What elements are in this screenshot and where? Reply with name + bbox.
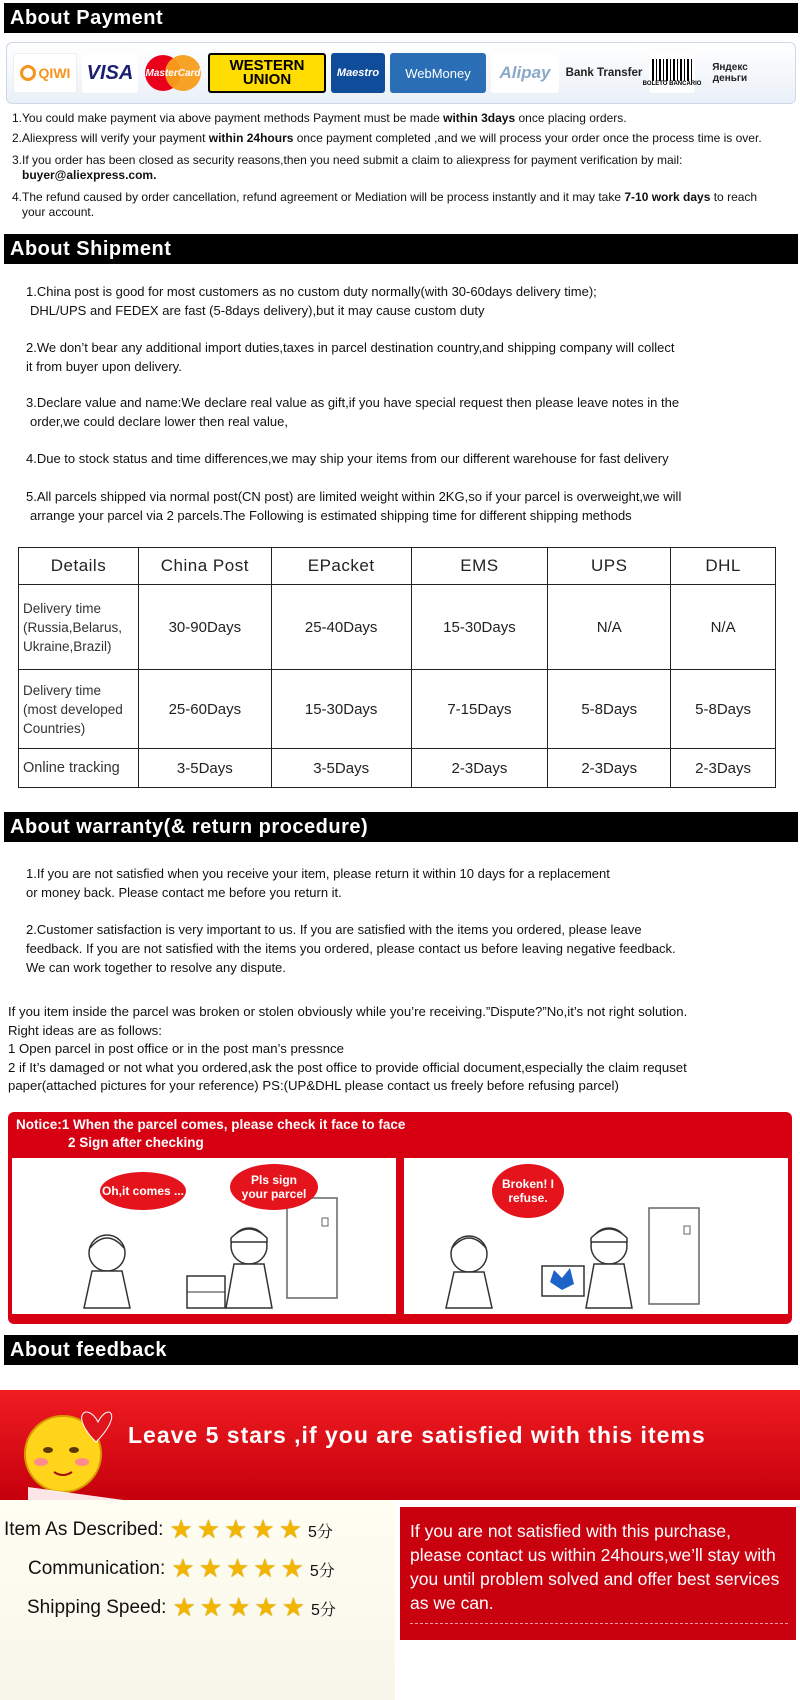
table-header: China Post [138, 548, 271, 585]
visa-logo: VISA [82, 53, 138, 93]
star-icon: ★ [171, 1553, 195, 1583]
table-cell: 2-3Days [548, 749, 671, 788]
shipment-note-1: 1.China post is good for most customers as no custom duty normally(with 30-60days delivery time); DHL/UPS and FEDEX are fast (5-8days delivery),but it may cause custom duty [26, 284, 597, 318]
star-icon: ★ [199, 1592, 224, 1622]
payment-note-1: 1.You could make payment via above payment methods Payment must be made [12, 111, 444, 125]
payment-email: buyer@aliexpress.com. [22, 168, 157, 182]
star-icon: ★ [169, 1514, 193, 1544]
maestro-logo: Maestro [331, 53, 385, 93]
rating-panel [0, 1500, 395, 1700]
star-icon: ★ [198, 1553, 222, 1583]
feedback-section-title: About feedback [4, 1335, 798, 1365]
warranty-section-title: About warranty(& return procedure) [4, 812, 798, 842]
warranty-note-1: 1.If you are not satisfied when you receive your item, please return it within 10 days for a replacement or money back. Please contact me before you return it. [26, 866, 610, 900]
star-icon: ★ [224, 1514, 248, 1544]
table-header: DHL [671, 548, 776, 585]
shipping-time-table [18, 547, 776, 788]
star-icon: ★ [225, 1553, 250, 1583]
payment-note-4: 4.The refund caused by order cancellation, refund agreement or Mediation will be process instantly and it may take [12, 190, 625, 204]
table-cell: 7-15Days [411, 670, 548, 749]
table-row-label: Delivery time (Russia,Belarus, Ukraine,Brazil) [19, 585, 139, 670]
payment-note-3: 3.If you order has been closed as security reasons,then you need submit a claim to aliexpress for payment verification by mail: [12, 153, 683, 167]
table-header: Details [19, 548, 139, 585]
table-row-label: Online tracking [19, 749, 139, 788]
table-cell: 15-30Days [411, 585, 548, 670]
notice-title: Notice:1 When the parcel comes, please check it face to face 2 Sign after checking [16, 1117, 406, 1150]
star-icon: ★ [172, 1592, 196, 1622]
star-icon: ★ [278, 1514, 303, 1544]
bank-transfer-logo: Bank Transfer [565, 67, 643, 79]
speech-bubble-left: Oh,it comes ... [100, 1172, 186, 1210]
table-header: EPacket [271, 548, 411, 585]
shipment-note-2: 2.We don’t bear any additional import duties,taxes in parcel destination country,and shipping company will collect it from buyer upon delivery. [26, 340, 675, 374]
table-cell: N/A [671, 585, 776, 670]
boleto-logo: BOLETO BANCÁRIO [649, 53, 695, 93]
shipment-note-3: 3.Declare value and name:We declare real value as gift,if you have special request then please leave notes in the order,we could declare lower then real value, [26, 395, 680, 429]
notice-panel-refuse [404, 1158, 788, 1314]
table-header: EMS [411, 548, 548, 585]
shipment-note-5: 5.All parcels shipped via normal post(CN post) are limited weight within 2KG,so if your parcel is overweight,we will arrange your parcel via 2 parcels.The Following is estimated shipping time for different shipping methods [26, 489, 682, 523]
rating-communication: Communication: ★ ★ ★ ★ ★ 5分 [28, 1553, 335, 1583]
table-header-row [19, 548, 776, 585]
star-rating [167, 1516, 304, 1544]
star-icon: ★ [254, 1592, 278, 1622]
western-union-logo: WESTERN UNION [208, 53, 326, 93]
divider [410, 1623, 788, 1624]
smiley-heart-icon [8, 1392, 148, 1502]
table-cell: 3-5Days [271, 749, 411, 788]
dispute-guidance: If you item inside the parcel was broken or stolen obviously while you’re receiving.”Dispute?”No,it’s not right solution. Right ideas are as follows: 1 Open parcel in post office or in the post man’s pressnce 2 if It’s damaged or not what you ordered,ask the post office to provide official document,especially the claim requset paper(attached pictures for your reference) PS:(UP&DHL please contact us freely before refusing parcel) [8, 1004, 688, 1093]
table-header: UPS [548, 548, 671, 585]
yandex-money-logo: Яндекс деньги [712, 62, 748, 84]
table-cell: 25-60Days [138, 670, 271, 749]
star-rating [170, 1594, 307, 1622]
table-row [19, 749, 776, 788]
table-row [19, 585, 776, 670]
table-cell: 5-8Days [548, 670, 671, 749]
star-icon: ★ [280, 1553, 304, 1583]
star-icon: ★ [251, 1514, 275, 1544]
rating-item-as-described: Item As Described: ★ ★ ★ ★ ★ 5分 [4, 1514, 333, 1544]
table-cell: 15-30Days [271, 670, 411, 749]
table-row-label: Delivery time (most developed Countries) [19, 670, 139, 749]
star-icon: ★ [281, 1592, 306, 1622]
mastercard-logo: MasterCard [143, 53, 203, 93]
payment-logos-strip [6, 42, 796, 104]
parcel-check-notice [8, 1112, 792, 1324]
star-rating [169, 1555, 306, 1583]
qiwi-logo: QIWI [13, 53, 77, 93]
payment-section-title: About Payment [4, 3, 798, 33]
payment-note-2: 2.Aliexpress will verify your payment [12, 131, 209, 145]
notice-panel-sign [12, 1158, 396, 1314]
rating-shipping-speed: Shipping Speed: ★ ★ ★ ★ ★ 5分 [27, 1592, 336, 1622]
shipment-note-4: 4.Due to stock status and time differences,we may ship your items from our different warehouse for fast delivery [26, 451, 669, 466]
courier-delivery-illustration [12, 1158, 396, 1314]
table-cell: 30-90Days [138, 585, 271, 670]
webmoney-logo: WebMoney [390, 53, 486, 93]
table-cell: 5-8Days [671, 670, 776, 749]
table-cell: 2-3Days [411, 749, 548, 788]
star-icon: ★ [253, 1553, 277, 1583]
warranty-note-2: 2.Customer satisfaction is very important to us. If you are satisfied with the items you ordered, please leave feedback. If you are not satisfied with the items you ordered, please contact us before leaving negative feedback. We can work together to resolve any dispute. [26, 922, 676, 975]
table-cell: 2-3Days [671, 749, 776, 788]
shipment-section-title: About Shipment [4, 234, 798, 264]
table-row [19, 670, 776, 749]
table-cell: 3-5Days [138, 749, 271, 788]
alipay-logo: Alipay [491, 53, 559, 93]
table-cell: N/A [548, 585, 671, 670]
refuse-parcel-illustration [404, 1158, 788, 1314]
contact-message-box: If you are not satisfied with this purchase, please contact us within 24hours,we’ll stay with you until problem solved and offer best services as we can. [400, 1507, 796, 1640]
table-cell: 25-40Days [271, 585, 411, 670]
star-icon: ★ [196, 1514, 221, 1544]
feedback-banner [0, 1390, 800, 1500]
speech-bubble-courier: Pls sign your parcel [230, 1164, 318, 1210]
feedback-banner-text: Leave 5 stars ,if you are satisfied with this items [128, 1422, 706, 1448]
speech-bubble-refuse: Broken! I refuse. [492, 1164, 564, 1218]
star-icon: ★ [227, 1592, 251, 1622]
